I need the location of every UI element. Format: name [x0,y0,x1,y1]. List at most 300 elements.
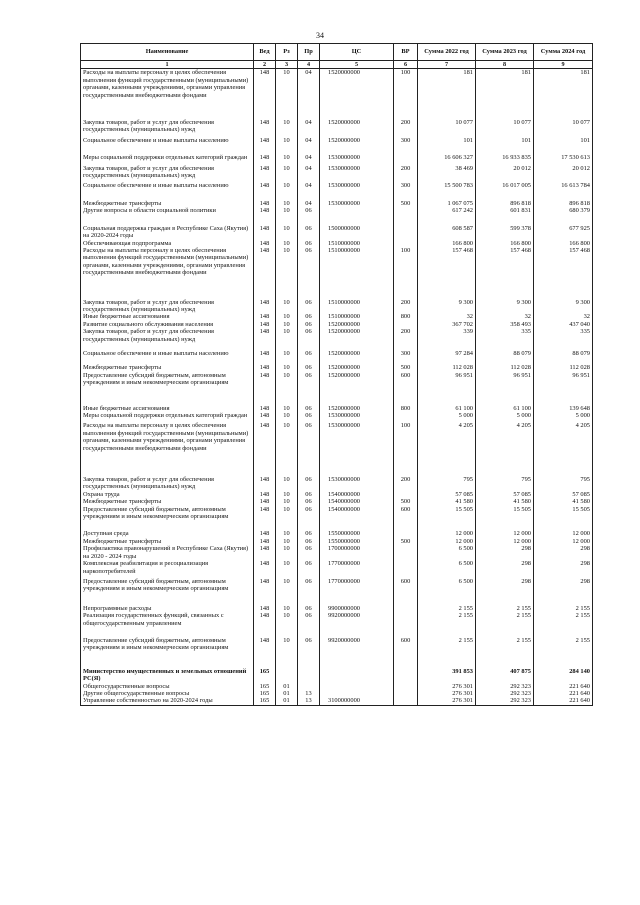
row-rz: 10 [276,134,298,144]
row-sum-2024: 57 085 [534,491,593,498]
row-cs: 1700000000 [320,545,394,560]
row-sum-2023: 15 505 [476,506,534,521]
row-pr: 04 [298,99,320,134]
table-row [81,520,593,537]
row-name: Межбюджетные трансферты [81,498,254,505]
column-number-row [81,61,593,69]
row-rz: 10 [276,328,298,343]
row-name: Межбюджетные трансферты [81,357,254,371]
row-sum-2024: 166 800 [534,240,593,247]
row-sum-2023: 61 100 [476,387,534,412]
row-name: Закупка товаров, работ и услуг для обеспечения государственных (муниципальных) нужд [81,99,254,134]
row-pr: 04 [298,179,320,189]
row-rz: 10 [276,247,298,277]
row-rz: 10 [276,560,298,575]
row-sum-2022: 608 587 [418,215,476,240]
row-cs: 1530000000 [320,190,394,207]
row-ved: 148 [254,190,276,207]
row-sum-2023: 10 077 [476,99,534,134]
row-sum-2024: 112 028 [534,357,593,371]
row-pr: 04 [298,190,320,207]
row-ved: 148 [254,538,276,545]
row-rz: 10 [276,612,298,627]
row-rz: 10 [276,452,298,491]
row-ved: 148 [254,321,276,328]
column-number: 8 [476,61,534,69]
row-sum-2024: 32 [534,313,593,320]
row-rz: 10 [276,69,298,99]
row-vr [394,207,418,214]
row-sum-2023: 358 493 [476,321,534,328]
row-pr: 06 [298,506,320,521]
row-sum-2024: 20 012 [534,162,593,180]
row-sum-2022: 12 000 [418,520,476,537]
table-row [81,357,593,371]
row-name: Предоставление субсидий бюджетным, автономным учреждениям и иным некоммерческим организациям [81,372,254,387]
table-row [81,240,593,247]
row-pr: 06 [298,328,320,343]
row-cs: 9920000000 [320,612,394,627]
row-vr: 500 [394,538,418,545]
row-cs: 9900000000 [320,593,394,612]
row-ved: 148 [254,99,276,134]
row-pr: 06 [298,321,320,328]
row-cs: 1520000000 [320,69,394,99]
row-rz: 10 [276,545,298,560]
row-sum-2022: 2 155 [418,612,476,627]
row-sum-2024: 12 000 [534,538,593,545]
row-name: Расходы на выплаты персоналу в целях обеспечения выполнения функций государственными (муниципальными) органами, казенными учреждениями, органами управления государственными внебюджетными фондами [81,69,254,99]
row-sum-2022: 9 300 [418,277,476,314]
row-pr: 06 [298,419,320,452]
row-ved: 148 [254,498,276,505]
row-cs: 3100000000 [320,697,394,705]
row-cs: 1540000000 [320,498,394,505]
header-pr: Пр [298,44,320,61]
row-name: Социальное обеспечение и иные выплаты населению [81,343,254,357]
row-rz: 10 [276,343,298,357]
row-sum-2024: 88 079 [534,343,593,357]
row-cs: 1510000000 [320,277,394,314]
table-row [81,162,593,180]
table-row [81,215,593,240]
row-vr: 600 [394,627,418,652]
row-ved: 148 [254,452,276,491]
row-vr [394,520,418,537]
table-row [81,134,593,144]
row-vr [394,593,418,612]
row-sum-2024: 221 640 [534,697,593,705]
row-sum-2024: 896 818 [534,190,593,207]
row-pr [298,652,320,683]
row-sum-2023: 599 378 [476,215,534,240]
row-pr: 06 [298,277,320,314]
row-sum-2024: 139 648 [534,387,593,412]
table-row [81,506,593,521]
table-row [81,627,593,652]
row-sum-2023: 2 155 [476,627,534,652]
row-sum-2024: 298 [534,545,593,560]
row-rz: 01 [276,697,298,705]
row-sum-2023: 292 323 [476,697,534,705]
row-sum-2022: 6 500 [418,545,476,560]
row-sum-2024: 12 000 [534,520,593,537]
row-vr: 600 [394,372,418,387]
row-sum-2022: 391 853 [418,652,476,683]
row-sum-2023: 32 [476,313,534,320]
row-sum-2022: 4 205 [418,419,476,452]
table-row [81,593,593,612]
row-sum-2024: 4 205 [534,419,593,452]
row-sum-2023: 601 831 [476,207,534,214]
row-pr: 06 [298,575,320,593]
row-vr: 500 [394,498,418,505]
row-name: Социальная поддержка граждан в Республике Саха (Якутия) на 2020-2024 годы [81,215,254,240]
row-sum-2023: 2 155 [476,593,534,612]
row-sum-2022: 1 067 075 [418,190,476,207]
row-vr [394,321,418,328]
row-pr: 06 [298,452,320,491]
row-ved: 148 [254,419,276,452]
row-sum-2022: 38 469 [418,162,476,180]
row-rz: 10 [276,506,298,521]
row-sum-2022: 32 [418,313,476,320]
budget-table [80,43,593,706]
row-sum-2024: 2 155 [534,612,593,627]
row-pr: 06 [298,520,320,537]
row-ved: 148 [254,162,276,180]
table-row [81,652,593,683]
row-cs: 1510000000 [320,240,394,247]
row-sum-2024: 10 077 [534,99,593,134]
row-name: Предоставление субсидий бюджетным, автономным учреждениям и иным некоммерческим организациям [81,627,254,652]
row-cs: 1520000000 [320,357,394,371]
table-row [81,560,593,575]
row-cs: 1530000000 [320,412,394,419]
row-pr: 06 [298,313,320,320]
row-sum-2022: 339 [418,328,476,343]
row-rz: 10 [276,240,298,247]
row-vr: 200 [394,452,418,491]
row-pr: 04 [298,162,320,180]
row-rz: 10 [276,627,298,652]
row-sum-2023: 5 000 [476,412,534,419]
table-header [81,44,593,69]
row-rz: 10 [276,313,298,320]
header-sum-2022: Сумма 2022 год [418,44,476,61]
row-sum-2024: 437 040 [534,321,593,328]
row-sum-2024: 101 [534,134,593,144]
row-cs: 1770000000 [320,575,394,593]
row-cs: 1510000000 [320,313,394,320]
row-sum-2022: 41 580 [418,498,476,505]
row-cs: 1500000000 [320,215,394,240]
row-cs: 1770000000 [320,560,394,575]
row-name: Иные бюджетные ассигнования [81,313,254,320]
column-number: 2 [254,61,276,69]
row-ved: 148 [254,144,276,161]
row-sum-2024: 221 640 [534,683,593,690]
row-vr [394,412,418,419]
table-row [81,491,593,498]
row-ved: 148 [254,612,276,627]
column-number: 9 [534,61,593,69]
row-sum-2023: 12 000 [476,538,534,545]
row-name: Другие общегосударственные вопросы [81,690,254,697]
row-cs: 1520000000 [320,328,394,343]
row-sum-2023: 41 580 [476,498,534,505]
row-cs: 1540000000 [320,491,394,498]
row-sum-2023: 292 323 [476,690,534,697]
row-vr [394,690,418,697]
header-name: Наименование [81,44,254,61]
row-ved: 148 [254,545,276,560]
table-row [81,328,593,343]
row-name: Социальное обеспечение и иные выплаты населению [81,179,254,189]
row-cs [320,207,394,214]
row-rz: 10 [276,357,298,371]
row-pr: 06 [298,545,320,560]
row-cs: 1520000000 [320,99,394,134]
row-vr: 100 [394,69,418,99]
row-rz: 01 [276,683,298,690]
row-sum-2023: 335 [476,328,534,343]
row-rz: 10 [276,179,298,189]
table-body [81,69,593,705]
page-number: 34 [316,31,324,40]
row-vr: 100 [394,419,418,452]
row-vr [394,612,418,627]
row-cs: 1520000000 [320,372,394,387]
column-number: 3 [276,61,298,69]
row-ved: 148 [254,520,276,537]
row-sum-2022: 367 702 [418,321,476,328]
row-sum-2022: 6 500 [418,575,476,593]
row-name: Управление собственностью на 2020-2024 годы [81,697,254,705]
row-pr: 06 [298,357,320,371]
row-name: Развитие социального обслуживания населения [81,321,254,328]
row-sum-2022: 97 284 [418,343,476,357]
row-pr: 06 [298,240,320,247]
row-ved: 148 [254,328,276,343]
row-sum-2023: 20 012 [476,162,534,180]
header-sum-2024: Сумма 2024 год [534,44,593,61]
row-sum-2022: 15 505 [418,506,476,521]
row-sum-2022: 795 [418,452,476,491]
column-number: 7 [418,61,476,69]
row-pr: 06 [298,343,320,357]
row-rz: 10 [276,215,298,240]
row-rz: 01 [276,690,298,697]
row-ved: 148 [254,491,276,498]
row-pr: 06 [298,247,320,277]
header-rz: Рз [276,44,298,61]
row-name: Предоставление субсидий бюджетным, автономным учреждениям и иным некоммерческим организациям [81,506,254,521]
row-ved: 148 [254,593,276,612]
row-sum-2024: 41 580 [534,498,593,505]
row-sum-2024: 16 613 784 [534,179,593,189]
row-sum-2022: 181 [418,69,476,99]
row-sum-2024: 181 [534,69,593,99]
row-sum-2022: 276 301 [418,683,476,690]
table-row [81,190,593,207]
row-rz: 10 [276,412,298,419]
row-pr: 06 [298,491,320,498]
row-sum-2023: 181 [476,69,534,99]
row-sum-2024: 680 379 [534,207,593,214]
row-ved: 148 [254,560,276,575]
row-name: Профилактика правонарушений в Республике Саха (Якутия) на 2020 - 2024 годы [81,545,254,560]
row-pr: 04 [298,69,320,99]
row-rz: 10 [276,277,298,314]
row-sum-2022: 157 468 [418,247,476,277]
row-sum-2024: 15 505 [534,506,593,521]
row-vr [394,144,418,161]
table-row [81,545,593,560]
row-sum-2022: 276 301 [418,697,476,705]
row-pr: 04 [298,134,320,144]
row-rz: 10 [276,372,298,387]
row-sum-2022: 5 000 [418,412,476,419]
row-ved: 148 [254,247,276,277]
row-rz: 10 [276,538,298,545]
row-ved: 148 [254,69,276,99]
row-cs: 1510000000 [320,247,394,277]
row-pr [298,683,320,690]
row-pr: 06 [298,498,320,505]
budget-table-sheet [80,43,592,706]
row-pr: 06 [298,538,320,545]
header-cs: ЦС [320,44,394,61]
row-name: Расходы на выплаты персоналу в целях обеспечения выполнения функций государственными (муниципальными) органами, казенными учреждениями, органами управления государственными внебюджетными фондами [81,247,254,277]
row-ved: 148 [254,179,276,189]
row-ved: 148 [254,412,276,419]
row-sum-2022: 2 155 [418,593,476,612]
row-sum-2024: 2 155 [534,593,593,612]
table-row [81,207,593,214]
row-sum-2024: 221 640 [534,690,593,697]
row-rz: 10 [276,575,298,593]
table-row [81,313,593,320]
row-sum-2024: 2 155 [534,627,593,652]
row-sum-2024: 284 140 [534,652,593,683]
row-ved: 148 [254,207,276,214]
row-ved: 148 [254,357,276,371]
row-sum-2024: 677 925 [534,215,593,240]
row-name: Реализация государственных функций, связанных с общегосударственным управлением [81,612,254,627]
row-name: Предоставление субсидий бюджетным, автономным учреждениям и иным некоммерческим организациям [81,575,254,593]
row-vr [394,652,418,683]
row-sum-2024: 157 468 [534,247,593,277]
row-cs: 1540000000 [320,506,394,521]
row-pr: 06 [298,215,320,240]
table-row [81,99,593,134]
row-sum-2023: 12 000 [476,520,534,537]
row-name: Закупка товаров, работ и услуг для обеспечения государственных (муниципальных) нужд [81,162,254,180]
row-sum-2024: 17 530 613 [534,144,593,161]
row-pr: 04 [298,144,320,161]
table-row [81,452,593,491]
row-rz: 10 [276,207,298,214]
row-sum-2023: 9 300 [476,277,534,314]
column-number: 1 [81,61,254,69]
row-name: Меры социальной поддержки отдельных категорий граждан [81,412,254,419]
row-name: Комплексная реабилитация и ресоциализация наркопотребителей [81,560,254,575]
row-vr: 800 [394,313,418,320]
row-sum-2022: 16 606 327 [418,144,476,161]
row-cs [320,652,394,683]
table-row [81,612,593,627]
row-vr: 600 [394,575,418,593]
row-ved: 148 [254,134,276,144]
row-sum-2024: 9 300 [534,277,593,314]
row-pr: 06 [298,593,320,612]
row-vr [394,683,418,690]
row-vr [394,240,418,247]
row-sum-2022: 6 500 [418,560,476,575]
row-cs: 1530000000 [320,179,394,189]
row-sum-2022: 2 155 [418,627,476,652]
row-pr: 06 [298,387,320,412]
row-vr: 200 [394,277,418,314]
row-rz [276,652,298,683]
row-name: Другие вопросы в области социальной политики [81,207,254,214]
row-cs: 1530000000 [320,452,394,491]
row-sum-2024: 795 [534,452,593,491]
row-sum-2023: 166 800 [476,240,534,247]
header-vr: ВР [394,44,418,61]
header-ved: Вед [254,44,276,61]
row-name: Закупка товаров, работ и услуг для обеспечения государственных (муниципальных) нужд [81,277,254,314]
row-sum-2023: 157 468 [476,247,534,277]
row-ved: 148 [254,627,276,652]
row-rz: 10 [276,520,298,537]
table-row [81,690,593,697]
row-cs: 1520000000 [320,321,394,328]
row-cs: 1520000000 [320,134,394,144]
row-name: Закупка товаров, работ и услуг для обеспечения государственных (муниципальных) нужд [81,328,254,343]
row-pr: 06 [298,627,320,652]
row-rz: 10 [276,387,298,412]
row-rz: 10 [276,593,298,612]
row-ved: 165 [254,697,276,705]
row-vr [394,560,418,575]
row-sum-2023: 407 875 [476,652,534,683]
row-rz: 10 [276,99,298,134]
row-sum-2023: 57 085 [476,491,534,498]
row-ved: 148 [254,387,276,412]
row-cs: 1530000000 [320,419,394,452]
row-sum-2023: 896 818 [476,190,534,207]
row-cs: 1550000000 [320,520,394,537]
table-row [81,538,593,545]
row-sum-2024: 96 951 [534,372,593,387]
row-sum-2023: 96 951 [476,372,534,387]
row-sum-2022: 96 951 [418,372,476,387]
row-ved: 148 [254,575,276,593]
row-pr: 06 [298,207,320,214]
row-sum-2024: 335 [534,328,593,343]
row-name: Закупка товаров, работ и услуг для обеспечения государственных (муниципальных) нужд [81,452,254,491]
row-pr: 06 [298,372,320,387]
row-vr: 300 [394,179,418,189]
row-rz: 10 [276,144,298,161]
header-sum-2023: Сумма 2023 год [476,44,534,61]
column-number: 5 [320,61,394,69]
row-sum-2022: 57 085 [418,491,476,498]
row-name: Иные бюджетные ассигнования [81,387,254,412]
row-cs: 9920000000 [320,627,394,652]
